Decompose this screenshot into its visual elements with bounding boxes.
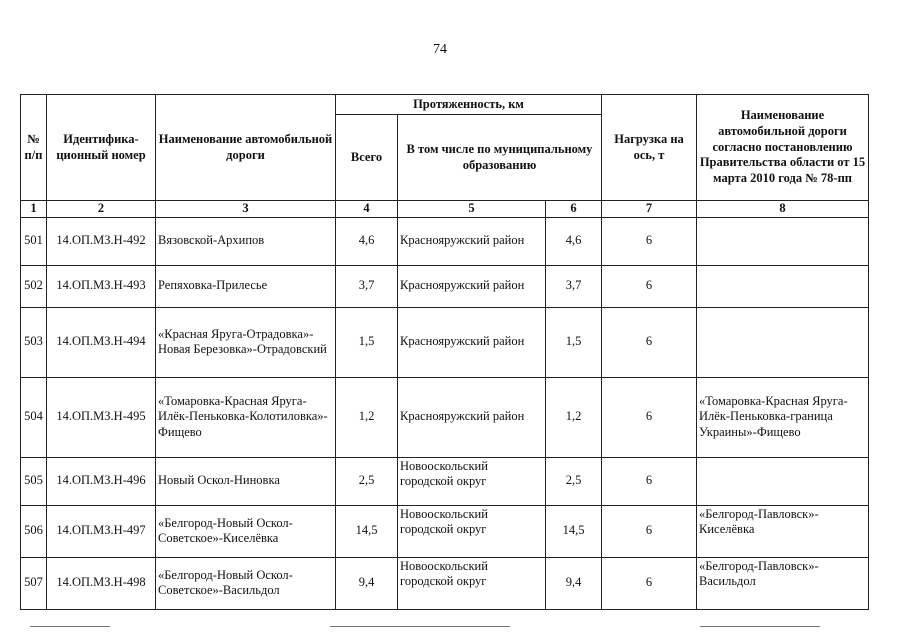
row-municipality: Краснояружский район: [398, 265, 546, 307]
column-number: 2: [47, 201, 156, 218]
row-id: 14.ОП.МЗ.Н-492: [47, 217, 156, 265]
row-num: 505: [21, 457, 47, 505]
row-resolution-name: [697, 307, 869, 377]
row-name: «Белгород-Новый Оскол-Советское»-Васильдол: [156, 557, 336, 609]
row-mun-length: 3,7: [546, 265, 602, 307]
row-total: 14,5: [336, 505, 398, 557]
scan-edge-line: [700, 626, 820, 627]
row-id: 14.ОП.МЗ.Н-496: [47, 457, 156, 505]
row-mun-length: 1,5: [546, 307, 602, 377]
header-municipal: В том числе по муниципальному образованию: [398, 115, 602, 201]
row-name: «Белгород-Новый Оскол-Советское»-Киселёвка: [156, 505, 336, 557]
row-mun-length: 4,6: [546, 217, 602, 265]
row-num: 503: [21, 307, 47, 377]
row-num: 504: [21, 377, 47, 457]
scan-edge-line: [30, 626, 110, 627]
row-load: 6: [602, 217, 697, 265]
header-load: Нагрузка на ось, т: [602, 95, 697, 201]
row-total: 3,7: [336, 265, 398, 307]
header-total: Всего: [336, 115, 398, 201]
column-number: 6: [546, 201, 602, 218]
row-load: 6: [602, 557, 697, 609]
row-municipality: Краснояружский район: [398, 217, 546, 265]
row-name: «Красная Яруга-Отрадовка»-Новая Березовка»-Отрадовский: [156, 307, 336, 377]
row-resolution-name: «Томаровка-Красная Яруга-Илёк-Пеньковка-граница Украины»-Фищево: [697, 377, 869, 457]
row-load: 6: [602, 307, 697, 377]
row-name: «Томаровка-Красная Яруга-Илёк-Пеньковка-Колотиловка»-Фищево: [156, 377, 336, 457]
row-municipality: Новооскольский городской округ: [398, 457, 546, 505]
header-resolution-name: Наименование автомобильной дороги согласно постановлению Правительства области от 15 марта 2010 года № 78-пп: [697, 95, 869, 201]
column-number: 1: [21, 201, 47, 218]
column-number: 8: [697, 201, 869, 218]
row-municipality: Новооскольский городской округ: [398, 505, 546, 557]
row-name: Новый Оскол-Ниновка: [156, 457, 336, 505]
table-row: [21, 557, 869, 609]
header-name: Наименование автомобильной дороги: [156, 95, 336, 201]
row-id: 14.ОП.МЗ.Н-498: [47, 557, 156, 609]
row-id: 14.ОП.МЗ.Н-494: [47, 307, 156, 377]
row-municipality: Новооскольский городской округ: [398, 557, 546, 609]
row-resolution-name: [697, 457, 869, 505]
table-row: [21, 377, 869, 457]
column-number-row: [21, 201, 869, 218]
row-total: 9,4: [336, 557, 398, 609]
table-header: [21, 95, 869, 218]
page-number: 74: [433, 42, 447, 57]
row-total: 2,5: [336, 457, 398, 505]
header-id: Идентифика-ционный номер: [47, 95, 156, 201]
column-number: 4: [336, 201, 398, 218]
column-number: 7: [602, 201, 697, 218]
row-name: Репяховка-Прилесье: [156, 265, 336, 307]
roads-table: [20, 94, 869, 610]
row-num: 506: [21, 505, 47, 557]
row-name: Вязовской-Архипов: [156, 217, 336, 265]
row-municipality: Краснояружский район: [398, 377, 546, 457]
row-num: 501: [21, 217, 47, 265]
row-id: 14.ОП.МЗ.Н-493: [47, 265, 156, 307]
table-row: [21, 505, 869, 557]
row-resolution-name: «Белгород-Павловск»-Киселёвка: [697, 505, 869, 557]
scan-edge-line: [330, 626, 510, 627]
table-row: [21, 307, 869, 377]
table-body: [21, 217, 869, 609]
row-mun-length: 1,2: [546, 377, 602, 457]
row-municipality: Краснояружский район: [398, 307, 546, 377]
row-load: 6: [602, 505, 697, 557]
table-row: [21, 217, 869, 265]
row-resolution-name: [697, 217, 869, 265]
row-mun-length: 2,5: [546, 457, 602, 505]
column-number: 3: [156, 201, 336, 218]
row-id: 14.ОП.МЗ.Н-495: [47, 377, 156, 457]
row-load: 6: [602, 377, 697, 457]
row-total: 4,6: [336, 217, 398, 265]
row-resolution-name: «Белгород-Павловск»-Васильдол: [697, 557, 869, 609]
row-id: 14.ОП.МЗ.Н-497: [47, 505, 156, 557]
row-mun-length: 9,4: [546, 557, 602, 609]
row-mun-length: 14,5: [546, 505, 602, 557]
row-resolution-name: [697, 265, 869, 307]
row-num: 507: [21, 557, 47, 609]
row-total: 1,2: [336, 377, 398, 457]
table-row: [21, 457, 869, 505]
column-number: 5: [398, 201, 546, 218]
header-num: № п/п: [21, 95, 47, 201]
row-total: 1,5: [336, 307, 398, 377]
row-load: 6: [602, 457, 697, 505]
table-row: [21, 265, 869, 307]
header-length-group: Протяженность, км: [336, 95, 602, 115]
row-num: 502: [21, 265, 47, 307]
row-load: 6: [602, 265, 697, 307]
